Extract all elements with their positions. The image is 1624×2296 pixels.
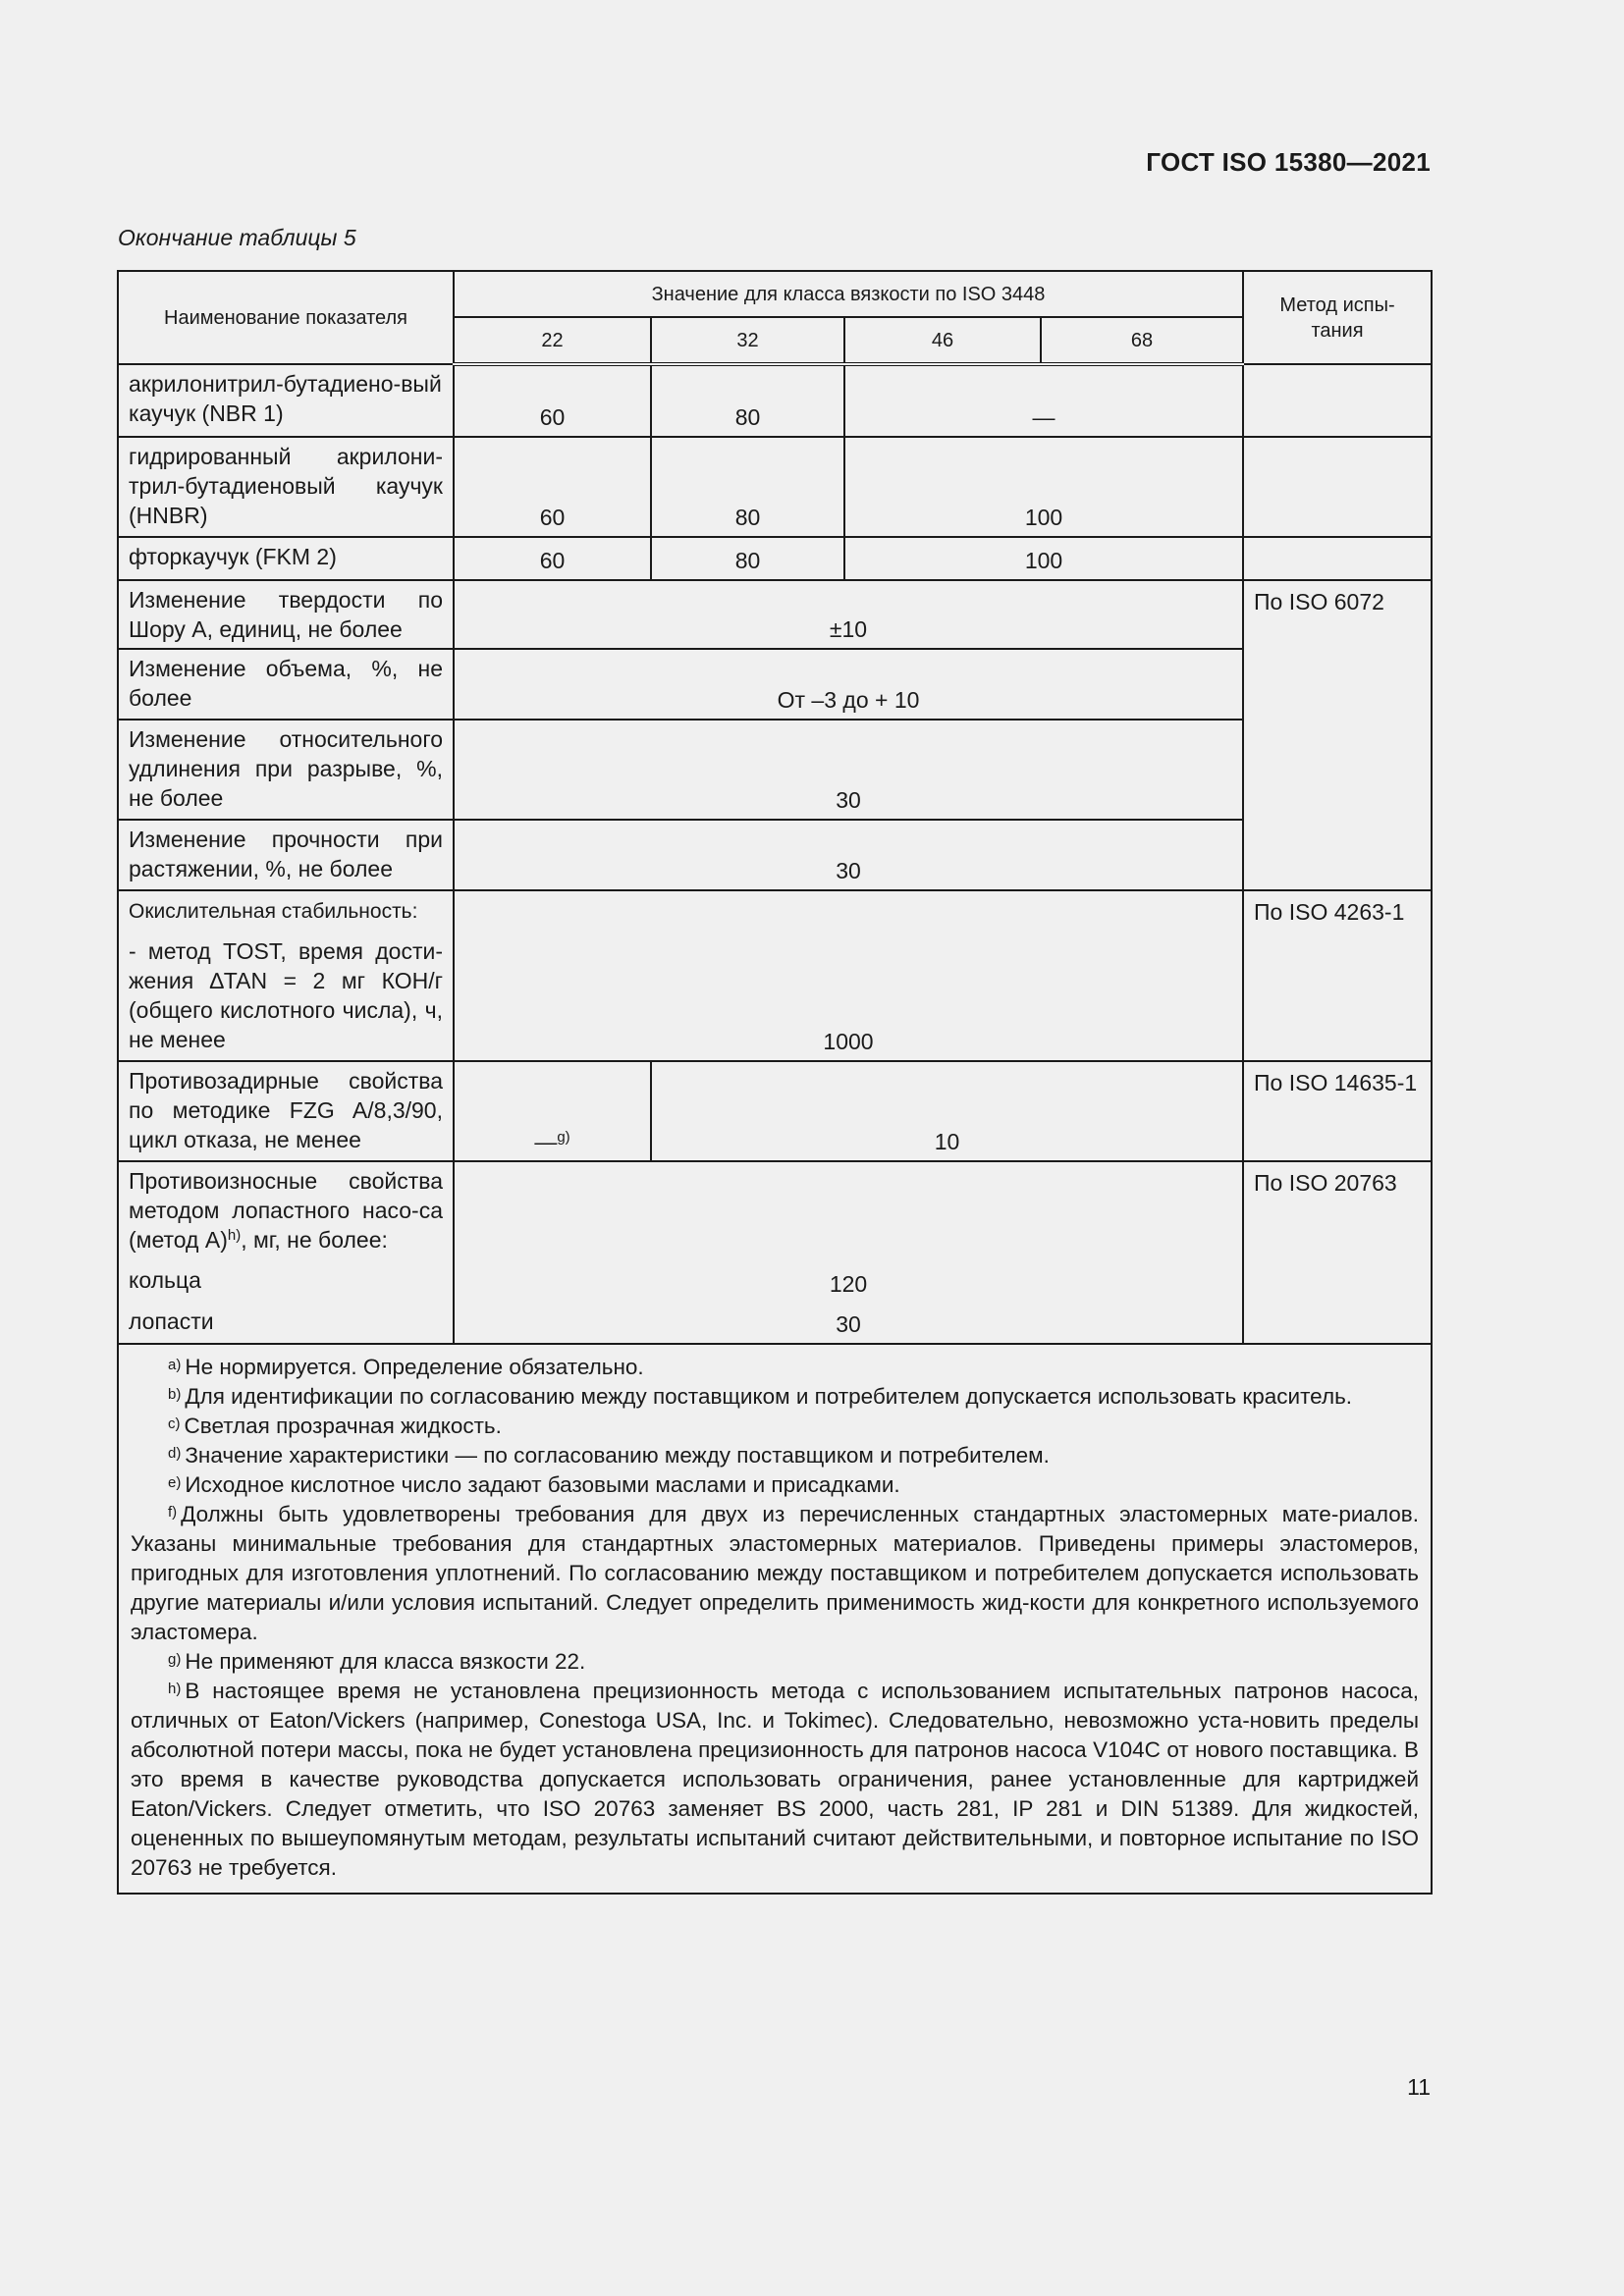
table-caption: Окончание таблицы 5 <box>118 225 356 250</box>
method-cell <box>1243 537 1432 580</box>
row-name: лопасти <box>118 1303 454 1344</box>
value-all: 30 <box>454 720 1243 820</box>
table-row <box>118 1161 1432 1261</box>
footnotes-row <box>118 1344 1432 1894</box>
not-applicable-dash: — <box>534 1129 558 1154</box>
value-all <box>454 1161 1243 1261</box>
method-cell: По ISO 4263-1 <box>1243 890 1432 1061</box>
value-32: 80 <box>651 437 844 537</box>
method-cell <box>1243 437 1432 537</box>
col-value-header: Значение для класса вязкости по ISO 3448 <box>454 271 1243 317</box>
footnote-a: $^{a)}$ Не нормируется. Определение обязательно. <box>168 1355 644 1379</box>
footnote-ref-h: h) <box>227 1227 242 1244</box>
value-22: 60 <box>454 537 651 580</box>
row-name: Изменение объема, %, не более <box>118 649 454 720</box>
row-name: фторкаучук (FKM 2) <box>118 537 454 580</box>
footnote-c: $^{c)}$ Светлая прозрачная жидкость. <box>168 1414 502 1438</box>
method-cell: По ISO 20763 <box>1243 1161 1432 1344</box>
footnote-b: $^{b)}$ Для идентификации по согласованию между поставщиком и потребителем допускается использовать краситель. <box>168 1384 1353 1409</box>
table-row <box>118 1061 1432 1161</box>
row-name <box>118 890 454 1061</box>
footnote-g: $^{g)}$ Не применяют для класса вязкости 22. <box>168 1649 586 1674</box>
oxidation-title: Окислительная стабильность: <box>129 900 418 923</box>
footnote-h: $^{h)}$ В настоящее время не установлена прецизионность метода с использованием испытательных патронов насоса, отличных от Eaton/Vickers (например, Conestoga USA, Inc. и Tokimec). Следовательно, невозможно уста-новить пределы абсолютной потери массы, пока не будет установлена прецизионность для патронов насоса V104C от нового поставщика. В это время в качестве руководства допускается использовать ограничения, ранее установленные для картриджей Eaton/Vickers. Следует отметить, что ISO 20763 заменяет BS 2000, часть 281, IP 281 и DIN 51389. Для жидкостей, оцененных по вышеупомянутым методам, результаты испытаний считают действительными, и повторное испытание по ISO 20763 не требуется. <box>131 1679 1420 1880</box>
value-32: 80 <box>651 537 844 580</box>
footnotes <box>118 1344 1432 1894</box>
table-row <box>118 437 1432 537</box>
properties-table <box>117 270 1433 1895</box>
table-row <box>118 720 1432 820</box>
table-row <box>118 890 1432 1061</box>
method-cell: По ISO 6072 <box>1243 580 1432 890</box>
table-row <box>118 364 1432 437</box>
oxidation-method-text: - метод TOST, время дости-жения ∆TAN = 2 мг КОН/г (общего кислотного числа), ч, не менее <box>129 938 443 1052</box>
value-32: 80 <box>651 364 844 437</box>
header-row-top <box>118 271 1432 317</box>
table-row <box>118 537 1432 580</box>
standard-code: ГОСТ ISO 15380—2021 <box>1146 147 1431 177</box>
row-name: Изменение прочности при растяжении, %, не более <box>118 820 454 890</box>
viscosity-class-68: 68 <box>1041 317 1243 364</box>
row-name: гидрированный акрилони-трил-бутадиеновый каучук (HNBR) <box>118 437 454 537</box>
value-22: 60 <box>454 437 651 537</box>
row-name: Противозадирные свойства по методике FZG A/8,3/90, цикл отказа, не менее <box>118 1061 454 1161</box>
row-name: Изменение твердости по Шору A, единиц, не более <box>118 580 454 649</box>
value-all: 1000 <box>454 890 1243 1061</box>
value-46-68: 100 <box>844 437 1243 537</box>
row-name: акрилонитрил-бутадиено-вый каучук (NBR 1) <box>118 364 454 437</box>
col-name-header: Наименование показателя <box>118 271 454 364</box>
row-name: Противоизносные свойства методом лопастного насо-са (метод A)$^{h)}$, мг, не более: <box>118 1161 454 1261</box>
footnote-ref-g: g) <box>557 1129 570 1146</box>
value-32-68: 10 <box>651 1061 1243 1161</box>
table-row <box>118 1303 1432 1344</box>
value-all: 30 <box>454 1303 1243 1344</box>
page-number: 11 <box>1407 2074 1431 2100</box>
table-row <box>118 820 1432 890</box>
value-all: От –3 до + 10 <box>454 649 1243 720</box>
viscosity-class-22: 22 <box>454 317 651 364</box>
method-cell <box>1243 364 1432 437</box>
table-row <box>118 1261 1432 1303</box>
row-name: кольца <box>118 1261 454 1303</box>
footnote-d: $^{d)}$ Значение характеристики — по согласованию между поставщиком и потребителем. <box>168 1443 1050 1468</box>
value-22 <box>454 1061 651 1161</box>
footnote-e: $^{e)}$ Исходное кислотное число задают базовыми маслами и присадками. <box>168 1472 900 1497</box>
value-22: 60 <box>454 364 651 437</box>
method-cell: По ISO 14635-1 <box>1243 1061 1432 1161</box>
footnote-f: $^{f)}$ Должны быть удовлетворены требования для двух из перечисленных стандартных эластомерных мате-риалов. Указаны минимальные требования для стандартных эластомерных материалов. Приведены примеры эластомеров, пригодных для изготовления уплотнений. По согласованию между поставщиком и потребителем допускается использовать другие материалы и/или условия испытаний. Следует определить применимость жид-кости для конкретного используемого эластомера. <box>131 1502 1420 1644</box>
table-row <box>118 580 1432 649</box>
viscosity-class-46: 46 <box>844 317 1041 364</box>
value-46-68: — <box>844 364 1243 437</box>
value-46-68: 100 <box>844 537 1243 580</box>
viscosity-class-32: 32 <box>651 317 844 364</box>
value-all: 120 <box>454 1261 1243 1303</box>
col-method-header: Метод испы-тания <box>1243 271 1432 364</box>
value-all: 30 <box>454 820 1243 890</box>
table-row <box>118 649 1432 720</box>
row-name: Изменение относительного удлинения при разрыве, %, не более <box>118 720 454 820</box>
value-all: ±10 <box>454 580 1243 649</box>
